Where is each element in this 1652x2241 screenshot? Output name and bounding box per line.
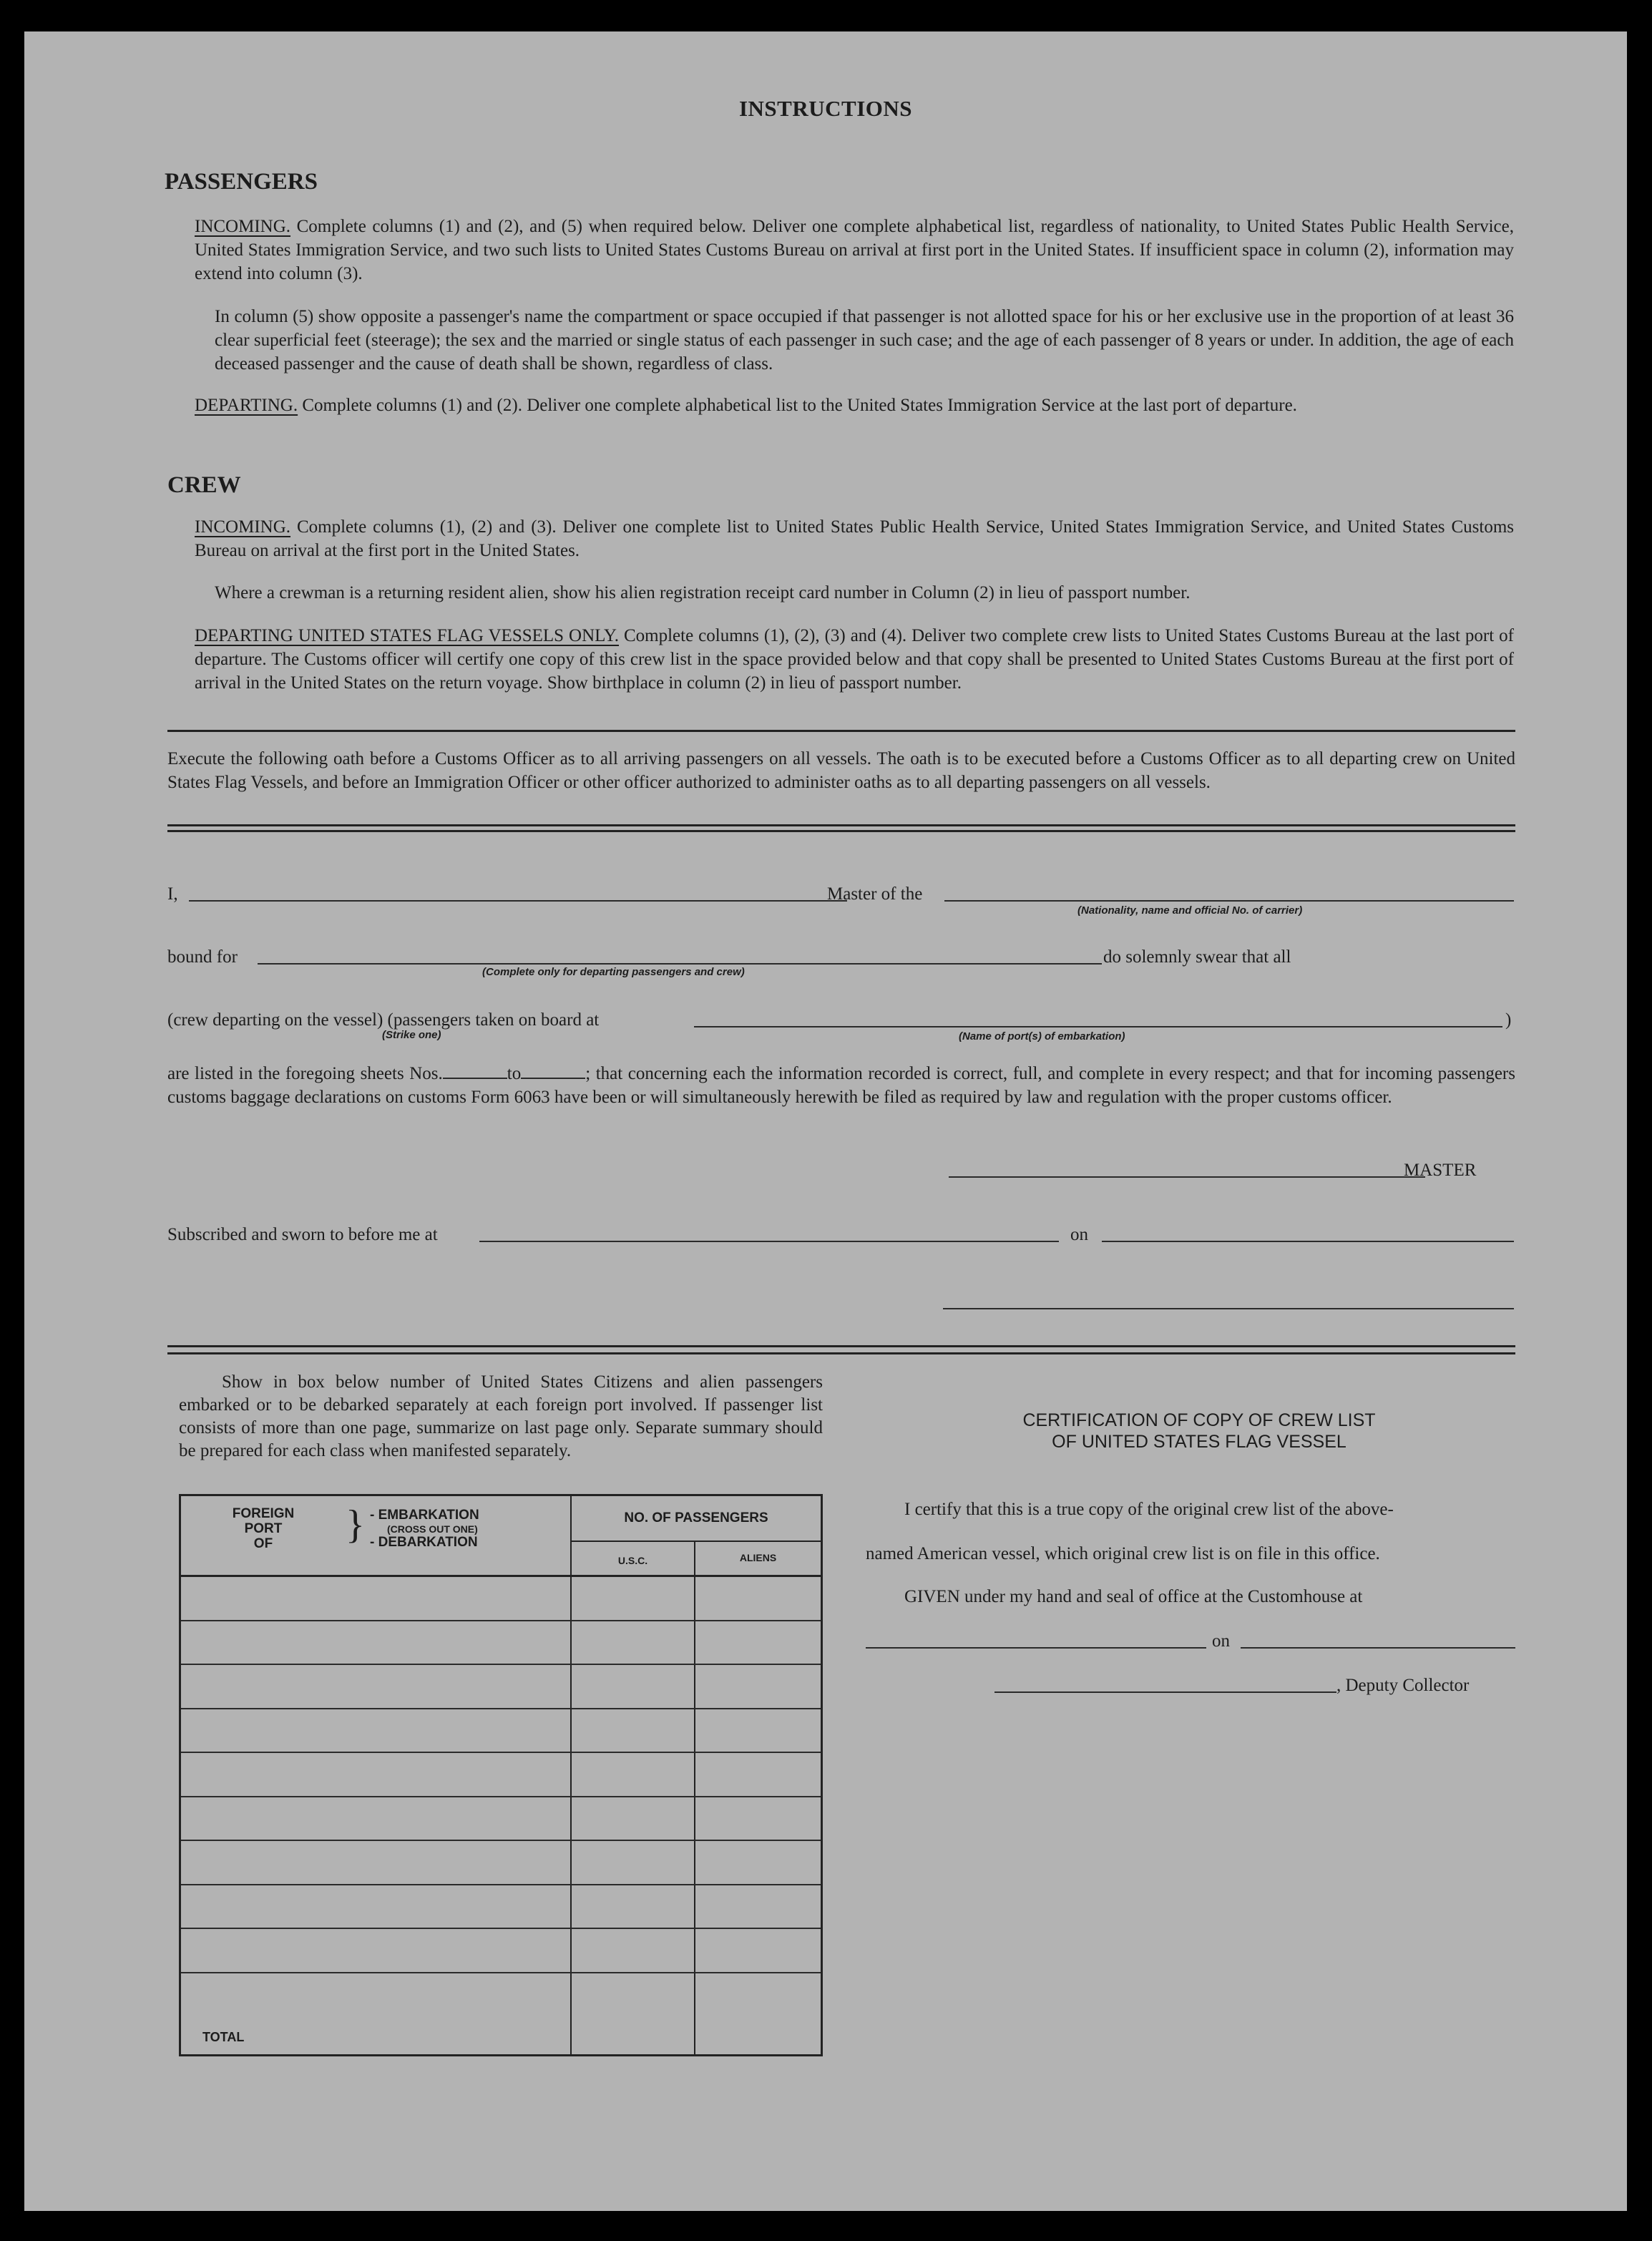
table-row[interactable] xyxy=(181,1797,821,1842)
certification-date-field[interactable] xyxy=(1241,1647,1515,1649)
deputy-collector-signature-field[interactable] xyxy=(994,1691,1336,1693)
passengers-incoming-text: Complete columns (1) and (2), and (5) when required below. Deliver one complete alphabetical list, regardless of nationality, to United States Public Health Service, United States Immigration Service, and two such lists to United States Customs Bureau on arrival at first port in the United States. If insufficient space in column (2), information may extend into column (3). xyxy=(195,217,1514,283)
close-paren: ) xyxy=(1505,1010,1512,1030)
listed-text-b: ; that concerning each the information recorded is correct, full, and complete in every respect; and that for incoming passengers customs baggage declarations on customs Form 6063 have been or will simultaneously herewith be filed as required by law and regulation with the proper customs officer. xyxy=(167,1064,1515,1107)
certification-title-line-1: CERTIFICATION OF COPY OF CREW LIST xyxy=(1022,1410,1376,1430)
table-row[interactable] xyxy=(181,1885,821,1930)
certification-on-label: on xyxy=(1212,1631,1230,1651)
passengers-heading: PASSENGERS xyxy=(165,169,318,195)
passenger-summary-table xyxy=(179,1494,823,2056)
bound-for-field[interactable] xyxy=(258,963,1102,965)
port-label: PORT xyxy=(244,1521,283,1536)
carrier-caption: (Nationality, name and official No. of carrier) xyxy=(1077,904,1303,917)
table-header-divider xyxy=(570,1541,821,1542)
no-passengers-header: NO. OF PASSENGERS xyxy=(624,1510,768,1525)
certification-given: GIVEN under my hand and seal of office at the Customhouse at xyxy=(904,1587,1363,1606)
port-caption: (Name of port(s) of embarkation) xyxy=(959,1030,1125,1043)
embarkation-header xyxy=(370,1508,479,1551)
total-label: TOTAL xyxy=(202,2030,245,2044)
table-row[interactable] xyxy=(181,1973,821,2018)
customhouse-field[interactable] xyxy=(866,1647,1206,1649)
divider xyxy=(167,824,1515,826)
certification-line-2: named American vessel, which original crew list is on file in this office. xyxy=(866,1544,1380,1563)
crew-departing-text: Complete columns (1), (2), (3) and (4). Deliver two complete crew lists to United States Customs Bureau at the last port of departure. The Customs officer will certify one copy of this crew list in the space provided below and that copy shall be presented to United States Customs Bureau at the first port of arrival in the United States on the return voyage. Show birthplace in column (2) in lieu of passport number. xyxy=(195,626,1514,693)
foreign-port-header xyxy=(217,1506,310,1551)
table-row[interactable] xyxy=(181,1841,821,1885)
deputy-collector-label: , Deputy Collector xyxy=(1336,1676,1470,1695)
divider xyxy=(167,1352,1515,1354)
sheet-to-field[interactable] xyxy=(521,1065,585,1079)
crew-incoming-text: Complete columns (1), (2) and (3). Deliver one complete list to United States Public Health Service, United States Immigration Service, and United States Customs Bureau on arrival at the first port in the United States. xyxy=(195,517,1514,560)
aliens-header: ALIENS xyxy=(739,1552,777,1563)
listed-paragraph xyxy=(167,1062,1515,1109)
subscribed-label: Subscribed and sworn to before me at xyxy=(167,1225,438,1244)
bound-for-caption: (Complete only for departing passengers and crew) xyxy=(482,966,745,978)
certification-line-1: I certify that this is a true copy of the original crew list of the above- xyxy=(904,1500,1394,1519)
passengers-incoming-label: INCOMING. xyxy=(195,217,291,236)
carrier-field[interactable] xyxy=(944,900,1514,902)
crew-resident-paragraph: Where a crewman is a returning resident alien, show his alien registration receipt card number in Column (2) in lieu of passport number. xyxy=(215,583,1191,602)
swear-text: do solemnly swear that all xyxy=(1103,947,1291,967)
oath-i-label: I, xyxy=(167,884,178,904)
table-row[interactable] xyxy=(181,1621,821,1666)
strike-caption: (Strike one) xyxy=(382,1029,441,1041)
certification-title xyxy=(883,1410,1515,1452)
crew-departing-paragraph xyxy=(195,624,1514,695)
table-row[interactable] xyxy=(181,1577,821,1621)
table-row[interactable] xyxy=(181,1709,821,1754)
listed-to: to xyxy=(507,1064,522,1083)
master-of-the-label: Master of the xyxy=(827,884,923,904)
debarkation-label: - DEBARKATION xyxy=(370,1535,478,1550)
officer-signature-field[interactable] xyxy=(943,1308,1514,1309)
crew-incoming-paragraph xyxy=(195,515,1514,562)
foreign-label: FOREIGN xyxy=(232,1506,295,1521)
of-label: OF xyxy=(253,1536,273,1551)
bound-for-label: bound for xyxy=(167,947,238,967)
passengers-column5-paragraph: In column (5) show opposite a passenger's name the compartment or space occupied if that passenger is not allotted space for his or her exclusive use in the proportion of at least 36 clear superficial feet (steerage); the sex and the married or single status of each passenger in such case; and the age of each passenger of 8 years or under. In addition, the age of each deceased passenger and the cause of death shall be shown, regardless of class. xyxy=(215,307,1514,374)
divider xyxy=(167,1345,1515,1347)
oath-instructions: Execute the following oath before a Customs Officer as to all arriving passengers on all vessels. The oath is to be executed before a Customs Officer as to all departing crew on United States Flag Vessels, and before an Immigration Officer or other officer authorized to administer oaths as to all departing passengers on all vessels. xyxy=(167,749,1515,792)
master-name-field[interactable] xyxy=(189,900,847,902)
page-title: INSTRUCTIONS xyxy=(738,96,912,121)
form-page xyxy=(24,31,1627,2211)
brace-icon: } xyxy=(346,1503,365,1547)
table-row[interactable] xyxy=(181,1665,821,1709)
table-row[interactable] xyxy=(181,1753,821,1797)
divider xyxy=(167,830,1515,832)
table-row[interactable] xyxy=(181,1929,821,1973)
summary-note: Show in box below number of United States Citizens and alien passengers embarked or to be debarked separately at each foreign port involved. If passenger list consists of more than one page, summarize on last page only. Separate summary should be prepared for each class when manifested separately. xyxy=(179,1372,823,1460)
master-label: MASTER xyxy=(1404,1161,1477,1180)
crew-passengers-text: (crew departing on the vessel) (passengers taken on board at xyxy=(167,1010,600,1030)
sworn-place-field[interactable] xyxy=(479,1241,1059,1242)
embarkation-label: - EMBARKATION xyxy=(370,1508,479,1523)
passengers-departing-label: DEPARTING. xyxy=(195,396,298,415)
sworn-date-field[interactable] xyxy=(1102,1241,1514,1242)
passengers-departing-paragraph xyxy=(195,394,1514,417)
passengers-incoming-paragraph xyxy=(195,215,1514,285)
cross-out-label: (CROSS OUT ONE) xyxy=(387,1523,478,1535)
divider xyxy=(167,730,1515,732)
certification-title-line-2: OF UNITED STATES FLAG VESSEL xyxy=(1052,1432,1346,1452)
usc-header: U.S.C. xyxy=(617,1555,648,1566)
crew-departing-label: DEPARTING UNITED STATES FLAG VESSELS ONLY. xyxy=(195,626,620,645)
passengers-departing-text: Complete columns (1) and (2). Deliver one complete alphabetical list to the United States Immigration Service at the last port of departure. xyxy=(298,396,1297,415)
sheet-from-field[interactable] xyxy=(443,1065,507,1079)
listed-text-a: are listed in the foregoing sheets Nos. xyxy=(167,1064,443,1083)
master-signature-field[interactable] xyxy=(949,1176,1425,1178)
embarkation-port-field[interactable] xyxy=(694,1026,1502,1027)
crew-incoming-label: INCOMING. xyxy=(195,517,291,537)
crew-heading: CREW xyxy=(167,472,241,498)
sworn-on-label: on xyxy=(1070,1225,1088,1244)
